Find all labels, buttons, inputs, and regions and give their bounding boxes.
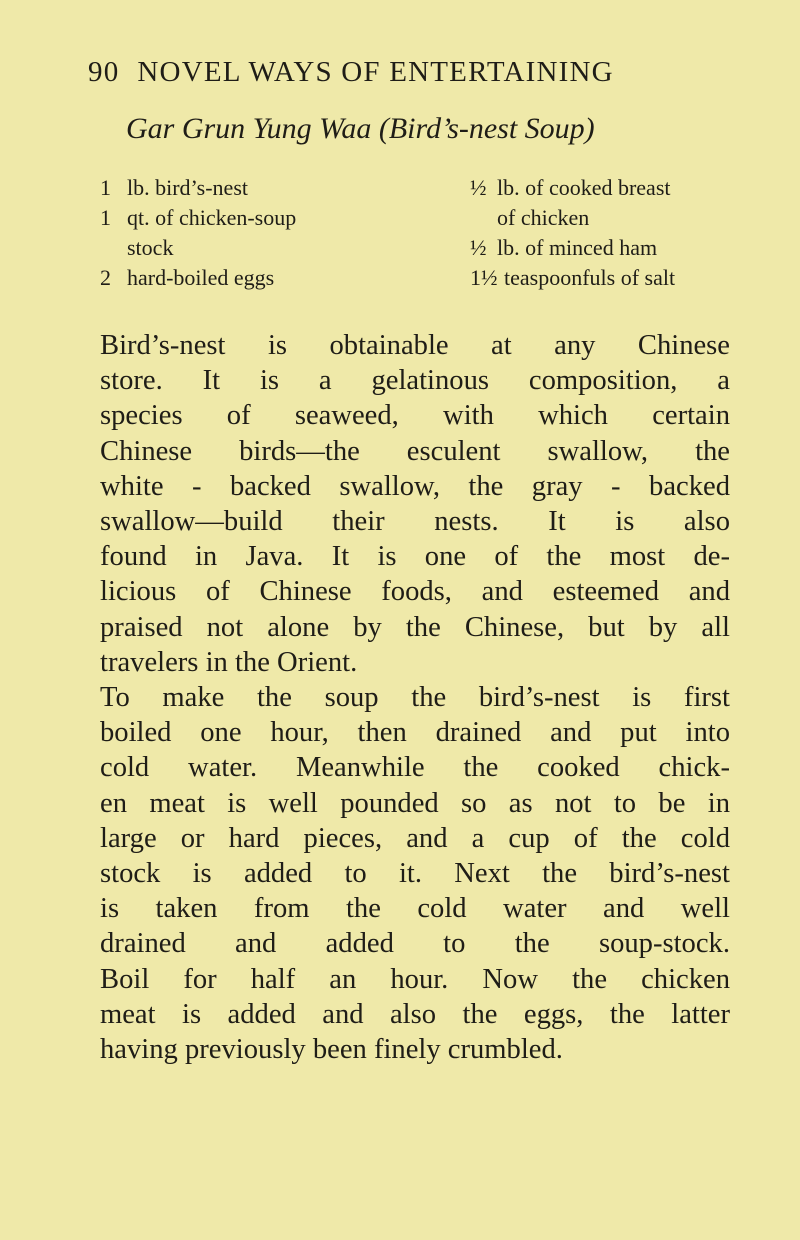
paragraph-method [100, 680, 730, 1067]
recipe-body [100, 328, 730, 1067]
paragraph-intro [100, 328, 730, 680]
ingredient-line [470, 203, 800, 233]
ingredient-text: teaspoonfuls of salt [504, 265, 676, 290]
ingredient-quantity: 1 [100, 205, 111, 230]
recipe-title-sub: (Bird’s-nest Soup) [378, 112, 595, 145]
ingredient-quantity [470, 203, 497, 233]
ingredient-text: lb. bird’s-nest [127, 175, 248, 200]
ingredient-text: of chicken [497, 205, 590, 230]
ingredient-column-left [100, 173, 430, 293]
recipe-title [126, 112, 766, 146]
ingredient-text: stock [127, 235, 174, 260]
ingredient-quantity: 2 [100, 265, 111, 290]
ingredient-line [100, 233, 430, 263]
text-line: en meat is well pounded so as not to be in [100, 787, 730, 819]
ingredient-line [100, 203, 430, 233]
ingredient-quantity [100, 233, 127, 263]
text-line: Boil for half an hour. Now the chicken [100, 963, 730, 995]
text-line: having previously been finely crumbled. [100, 1034, 563, 1066]
ingredient-text: hard-boiled eggs [127, 265, 275, 290]
ingredient-text: lb. of cooked breast [497, 175, 671, 200]
text-line: large or hard pieces, and a cup of the cold [100, 822, 730, 854]
ingredient-line [470, 173, 800, 203]
text-line: travelers in the Orient. [100, 646, 358, 678]
running-title: NOVEL WAYS OF ENTERTAINING [137, 56, 614, 88]
text-line: licious of Chinese foods, and esteemed and [100, 576, 730, 608]
ingredient-column-right [470, 173, 800, 293]
text-line: drained and added to the soup-stock. [100, 928, 730, 960]
ingredient-quantity: 1½ [470, 265, 498, 290]
text-line: swallow—build their nests. It is also [100, 506, 730, 538]
text-line: Bird’s-nest is obtainable at any Chinese [100, 330, 730, 361]
text-line: boiled one hour, then drained and put into [100, 717, 730, 749]
text-line: cold water. Meanwhile the cooked chick- [100, 752, 730, 784]
text-line: found in Java. It is one of the most de- [100, 541, 730, 573]
text-line: species of seaweed, with which certain [100, 400, 730, 432]
recipe-title-main: Gar Grun Yung Waa [126, 112, 372, 145]
ingredient-line [100, 173, 430, 203]
text-line: To make the soup the bird’s-nest is first [100, 682, 730, 714]
text-line: praised not alone by the Chinese, but by all [100, 611, 730, 643]
ingredient-line [470, 263, 800, 293]
text-line: is taken from the cold water and well [100, 893, 730, 925]
ingredient-line [470, 233, 800, 263]
text-line: stock is added to it. Next the bird’s-nest [100, 858, 730, 890]
running-head [88, 56, 768, 89]
text-line: white - backed swallow, the gray - backed [100, 470, 730, 502]
text-line: Chinese birds—the esculent swallow, the [100, 435, 730, 467]
ingredient-text: lb. of minced ham [497, 235, 658, 260]
ingredient-quantity: 1 [100, 175, 111, 200]
ingredient-quantity: ½ [470, 175, 487, 200]
ingredient-line [100, 263, 430, 293]
page-number: 90 [88, 56, 120, 88]
text-line: meat is added and also the eggs, the latter [100, 998, 730, 1030]
ingredient-quantity: ½ [470, 235, 487, 260]
text-line: store. It is a gelatinous composition, a [100, 365, 730, 397]
ingredient-text: qt. of chicken-soup [127, 205, 297, 230]
